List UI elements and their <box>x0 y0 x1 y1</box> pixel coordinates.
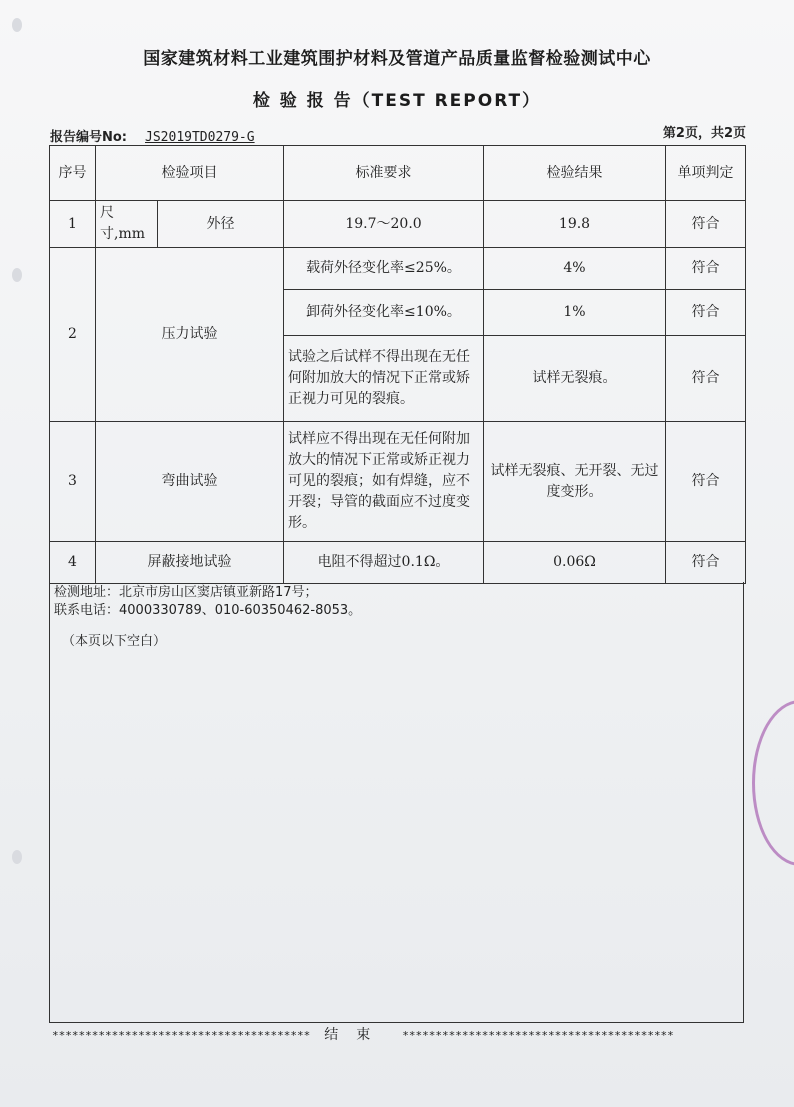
test-subitem: 外径 <box>158 201 284 248</box>
report-number-value: JS2019TD0279-G <box>145 130 255 145</box>
row-number: 4 <box>50 542 96 584</box>
results-table <box>49 145 746 584</box>
verdict: 符合 <box>666 422 746 542</box>
result: 试样无裂痕。 <box>484 336 666 422</box>
result: 0.06Ω <box>484 542 666 584</box>
result: 1% <box>484 290 666 336</box>
requirement: 电阻不得超过0.1Ω。 <box>284 542 484 584</box>
row-number: 1 <box>50 201 96 248</box>
report-number <box>50 126 255 145</box>
requirement: 试样应不得出现在无任何附加放大的情况下正常或矫正视力可见的裂痕；如有焊缝，应不开裂；导管的截面应不过度变形。 <box>284 422 484 542</box>
col-header-no: 序号 <box>50 146 96 201</box>
report-number-label: 报告编号No: <box>50 130 128 145</box>
result: 试样无裂痕、无开裂、无过度变形。 <box>484 422 666 542</box>
report-title: 检 验 报 告（TEST REPORT） <box>252 91 542 111</box>
contact-phone: 联系电话：4000330789、010-60350462-8053。 <box>54 603 362 618</box>
table-row <box>50 542 746 584</box>
result: 19.8 <box>484 201 666 248</box>
blank-note: （本页以下空白） <box>62 634 167 649</box>
col-header-result: 检验结果 <box>484 146 666 201</box>
punch-hole <box>12 18 22 32</box>
end-marker <box>52 1024 742 1044</box>
col-header-requirement: 标准要求 <box>284 146 484 201</box>
requirement: 19.7～20.0 <box>284 201 484 248</box>
end-text: 结束 <box>324 1027 389 1043</box>
contact-info <box>54 584 361 620</box>
verdict: 符合 <box>666 336 746 422</box>
requirement: 卸荷外径变化率≤10%。 <box>284 290 484 336</box>
punch-hole <box>12 268 22 282</box>
table-row <box>50 248 746 290</box>
org-title: 国家建筑材料工业建筑围护材料及管道产品质量监督检验测试中心 <box>143 49 651 69</box>
test-item: 屏蔽接地试验 <box>96 542 284 584</box>
col-header-verdict: 单项判定 <box>666 146 746 201</box>
punch-hole <box>12 850 22 864</box>
verdict: 符合 <box>666 248 746 290</box>
table-header-row <box>50 146 746 201</box>
test-item: 尺寸,mm <box>96 201 158 248</box>
test-address: 检测地址：北京市房山区窦店镇亚新路17号； <box>54 585 318 600</box>
row-number: 2 <box>50 248 96 422</box>
end-stars-right: ***************************************** <box>402 1029 674 1042</box>
table-row <box>50 422 746 542</box>
row-number: 3 <box>50 422 96 542</box>
result: 4% <box>484 248 666 290</box>
verdict: 符合 <box>666 201 746 248</box>
end-stars-left: *************************************** <box>52 1029 311 1042</box>
page-count: 第2页，共2页 <box>662 126 746 141</box>
verdict: 符合 <box>666 290 746 336</box>
test-item: 弯曲试验 <box>96 422 284 542</box>
verdict: 符合 <box>666 542 746 584</box>
test-item: 压力试验 <box>96 248 284 422</box>
requirement: 载荷外径变化率≤25%。 <box>284 248 484 290</box>
col-header-item: 检验项目 <box>96 146 284 201</box>
notes-box <box>49 582 744 1023</box>
seal-stamp <box>752 700 794 866</box>
table-row <box>50 201 746 248</box>
requirement: 试验之后试样不得出现在无任何附加放大的情况下正常或矫正视力可见的裂痕。 <box>284 336 484 422</box>
